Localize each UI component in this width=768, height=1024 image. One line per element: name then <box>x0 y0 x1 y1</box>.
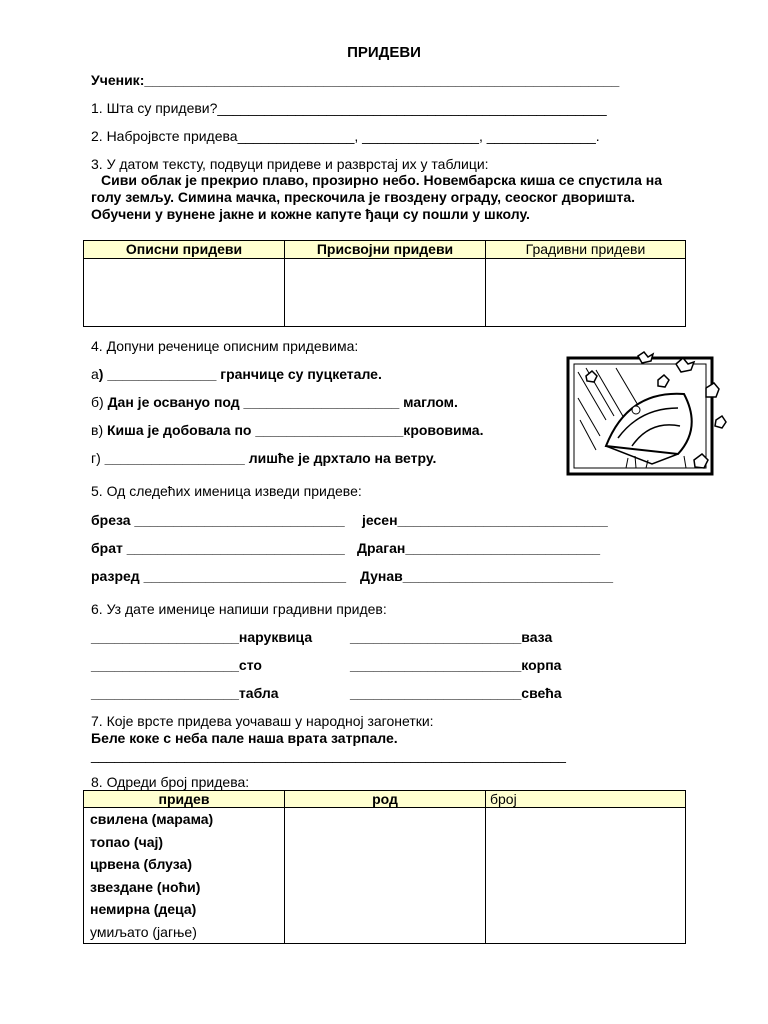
header-number: број <box>486 791 686 808</box>
cell-material[interactable] <box>486 259 686 327</box>
q5-noun-line: јесен___________________________ <box>362 512 608 528</box>
question-3-text: Сиви облак је прекрио плаво, прозирно небо. Новембарска киша се спустила на голу земљу. Симина мачка, прескочила је гвоздену ограду, сеоског дворишта. Обучени у вунене јакне и кожне капуте ђаци су пошли у школу. <box>91 172 662 222</box>
header-descriptive: Описни придеви <box>84 241 285 259</box>
q4-item-d <box>91 450 436 467</box>
q5-noun-line: Драган_________________________ <box>357 540 601 556</box>
question-7-prompt: 7. Које врсте придева уочаваш у народној загонетки: <box>91 713 434 729</box>
header-gender: род <box>285 791 486 808</box>
question-1: 1. Шта су придеви?__________________________________________________ <box>91 100 607 116</box>
q6-noun-line: ___________________сто <box>91 657 262 673</box>
q4-item-letter: г) <box>91 450 105 466</box>
cell-descriptive[interactable] <box>84 259 285 327</box>
q6-noun-line: ______________________корпа <box>350 657 562 673</box>
question-5-prompt: 5. Од следећих именица изведи придеве: <box>91 483 362 499</box>
header-material: Градивни придеви <box>486 241 686 259</box>
q5-noun-line: разред __________________________ <box>91 568 347 584</box>
cell-number[interactable] <box>486 808 686 944</box>
page-title: ПРИДЕВИ <box>347 44 421 61</box>
q4-item-a <box>91 366 382 383</box>
q6-noun-line: ___________________наруквица <box>91 629 313 645</box>
q4-item-letter: б) <box>91 394 108 410</box>
adjective-word: немирна (деца) <box>90 901 197 917</box>
question-8-prompt: 8. Одреди број придева: <box>91 774 250 790</box>
q5-noun-line: брат ____________________________ <box>91 540 345 556</box>
adjective-types-table <box>83 240 686 327</box>
q6-noun-line: ______________________свећа <box>350 685 562 701</box>
adjective-gender-number-table <box>83 790 686 944</box>
header-possessive: Присвојни придеви <box>285 241 486 259</box>
question-4-prompt: 4. Допуни реченице описним придевима: <box>91 338 359 354</box>
q4-item-text: Киша је добовала по ___________________крововима. <box>107 422 484 438</box>
cell-possessive[interactable] <box>285 259 486 327</box>
q5-noun-line: бреза ___________________________ <box>91 512 345 528</box>
question-6-prompt: 6. Уз дате именице напиши градивни придев: <box>91 601 387 617</box>
student-name-line: Ученик:_____________________________________________________________ <box>91 72 620 88</box>
adjective-word: свилена (марама) <box>90 811 214 827</box>
cell-gender[interactable] <box>285 808 486 944</box>
q5-noun-line: Дунав___________________________ <box>360 568 614 584</box>
adjective-word: црвена (блуза) <box>90 856 192 872</box>
q4-item-c <box>91 422 483 439</box>
q7-answer-line: _____________________________________________________________ <box>91 747 566 763</box>
q4-item-letter: а <box>91 366 99 382</box>
adjective-word: топао (чај) <box>90 833 164 850</box>
adjective-word: умиљато (јагње) <box>90 923 197 940</box>
q7-riddle: Беле коке с неба пале наша врата затрпале. <box>91 730 398 746</box>
q4-item-b <box>91 394 458 411</box>
q4-item-text: Дан је освануо под ____________________ маглом. <box>107 394 458 410</box>
q6-noun-line: ______________________ваза <box>350 629 553 645</box>
header-adjective: придев <box>84 791 285 808</box>
adjective-word: звездане (ноћи) <box>90 878 201 895</box>
q4-item-letter: в) <box>91 422 107 438</box>
question-3-prompt: 3. У датом тексту, подвуци придеве и разврстај их у таблици: <box>91 156 489 172</box>
q4-item-text: __________________ лишће је дрхтало на ветру. <box>104 450 437 466</box>
question-2: 2. Набројвсте придева_______________, _______________, ______________. <box>91 128 600 144</box>
q6-noun-line: ___________________табла <box>91 685 279 701</box>
q4-item-text: ) ______________ гранчице су пуцкетале. <box>98 366 382 382</box>
umbrella-autumn-leaves-illustration <box>566 350 730 480</box>
adjective-list <box>84 808 285 944</box>
